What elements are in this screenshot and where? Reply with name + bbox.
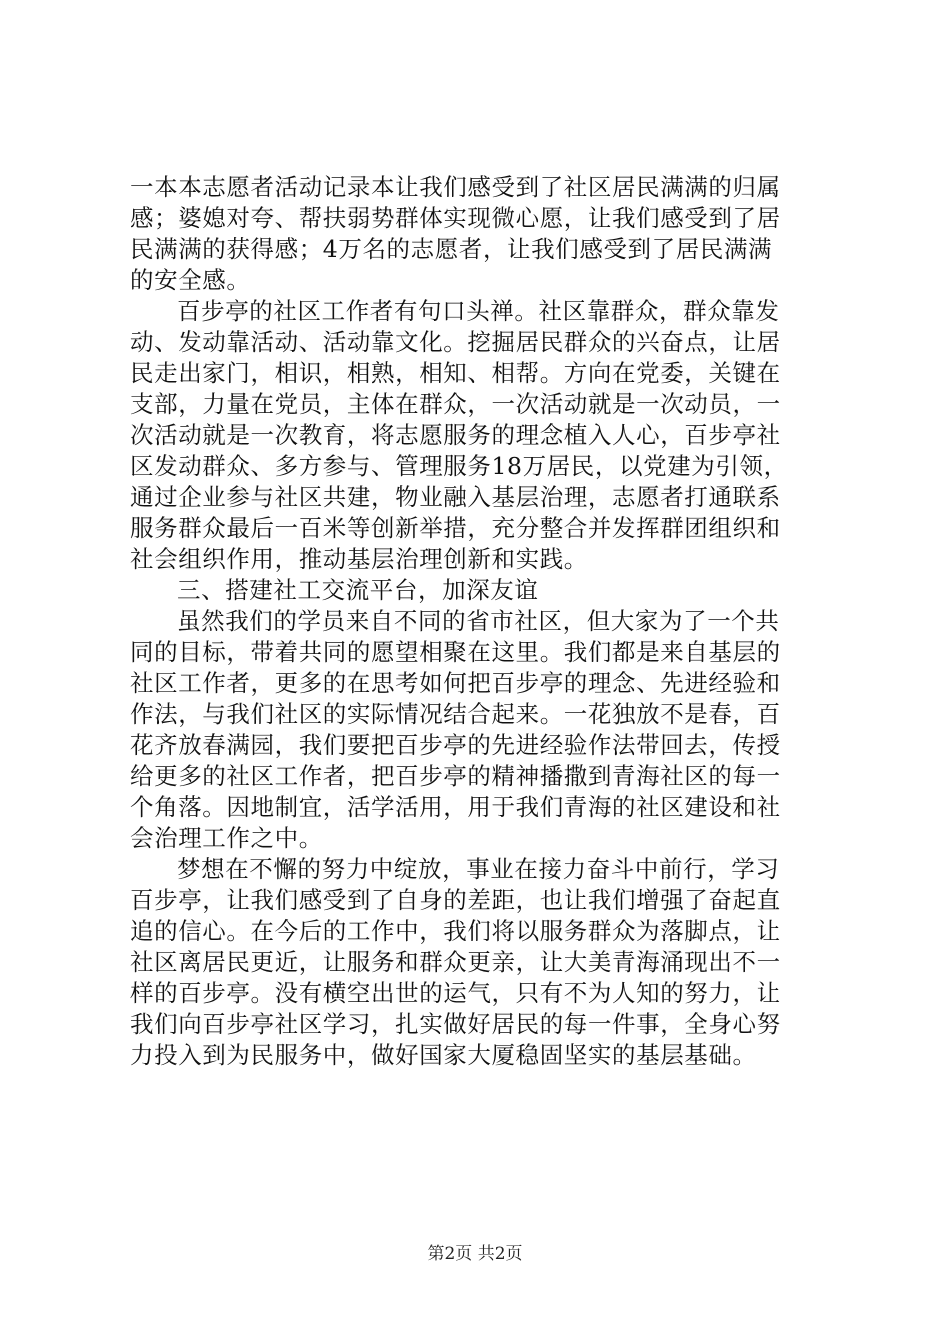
text-line: 虽然我们的学员来自不同的省市社区，但大家为了一个共 — [177, 607, 780, 635]
text-line: 同的目标，带着共同的愿望相聚在这里。我们都是来自基层的 — [130, 638, 781, 666]
text-line: 动、发动靠活动、活动靠文化。挖掘居民群众的兴奋点，让居 — [130, 328, 781, 356]
document-body — [130, 172, 830, 1071]
text-line: 三、搭建社工交流平台，加深友谊 — [177, 576, 539, 604]
text-line: 社会组织作用，推动基层治理创新和实践。 — [130, 545, 588, 573]
text-line: 百步亭，让我们感受到了自身的差距，也让我们增强了奋起直 — [130, 886, 781, 914]
page-footer: 第2页 共2页 — [427, 1244, 523, 1264]
text-line: 感；婆媳对夸、帮扶弱势群体实现微心愿，让我们感受到了居 — [130, 204, 781, 232]
text-line: 追的信心。在今后的工作中，我们将以服务群众为落脚点，让 — [130, 917, 781, 945]
text-line: 服务群众最后一百米等创新举措，充分整合并发挥群团组织和 — [130, 514, 781, 542]
text-line: 给更多的社区工作者，把百步亭的精神播撒到青海社区的每一 — [130, 762, 781, 790]
text-line: 样的百步亭。没有横空出世的运气，只有不为人知的努力，让 — [130, 979, 781, 1007]
text-line: 梦想在不懈的努力中绽放，事业在接力奋斗中前行，学习 — [177, 855, 780, 883]
text-line: 我们向百步亭社区学习，扎实做好居民的每一件事，全身心努 — [130, 1010, 781, 1038]
text-line: 作法，与我们社区的实际情况结合起来。一花独放不是春，百 — [130, 700, 781, 728]
text-line: 次活动就是一次教育，将志愿服务的理念植入人心，百步亭社 — [130, 421, 781, 449]
text-line: 社区工作者，更多的在思考如何把百步亭的理念、先进经验和 — [130, 669, 781, 697]
text-line: 力投入到为民服务中，做好国家大厦稳固坚实的基层基础。 — [130, 1041, 757, 1069]
text-line: 民满满的获得感；4万名的志愿者，让我们感受到了居民满满 — [130, 235, 773, 263]
text-line: 一本本志愿者活动记录本让我们感受到了社区居民满满的归属 — [130, 173, 781, 201]
text-line: 支部，力量在党员，主体在群众，一次活动就是一次动员，一 — [130, 390, 781, 418]
text-line: 的安全感。 — [130, 266, 251, 294]
text-line: 会治理工作之中。 — [130, 824, 323, 852]
text-line: 民走出家门，相识，相熟，相知、相帮。方向在党委，关键在 — [130, 359, 781, 387]
text-line: 花齐放春满园，我们要把百步亭的先进经验作法带回去，传授 — [130, 731, 781, 759]
text-line: 区发动群众、多方参与、管理服务18万居民，以党建为引领， — [130, 452, 788, 480]
text-line: 百步亭的社区工作者有句口头禅。社区靠群众，群众靠发 — [177, 297, 780, 325]
text-line: 通过企业参与社区共建，物业融入基层治理，志愿者打通联系 — [130, 483, 781, 511]
text-line: 个角落。因地制宜，活学活用，用于我们青海的社区建设和社 — [130, 793, 781, 821]
text-line: 社区离居民更近，让服务和群众更亲，让大美青海涌现出不一 — [130, 948, 781, 976]
